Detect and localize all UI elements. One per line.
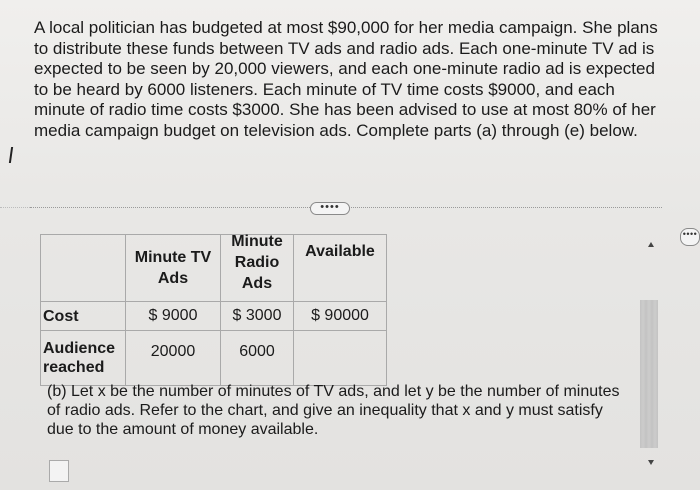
row-label-audience: Audience reached [41,331,126,386]
table-header-row [41,235,387,302]
cursor-marker [9,147,13,163]
side-more-button[interactable] [680,228,700,246]
table-header-available: Available [294,235,387,302]
audience-tv-cell: 20000 [126,331,221,386]
cost-tv-cell: $ 9000 [126,302,221,331]
table-header-tv: Minute TV Ads [126,235,221,302]
scroll-down-arrow-icon[interactable] [648,460,654,465]
table-header-empty [41,235,126,302]
row-label-cost: Cost [41,302,126,331]
audience-available-cell [294,331,387,386]
more-dots-icon: •••• [320,201,340,213]
scroll-up-arrow-icon[interactable] [648,242,654,247]
data-table [40,234,387,386]
section-divider-left [0,207,30,208]
scrollbar-thumb[interactable] [640,300,658,448]
audience-radio-cell: 6000 [221,331,294,386]
table-header-radio-label: Minute Radio Ads [231,232,283,292]
part-b-question: (b) Let x be the number of minutes of TV ads, and let y be the number of minutes of radio ads. Refer to the chart, and give an inequality that x and y must satisfy due to the amount of money available. [47,383,620,438]
table-row [41,331,387,386]
problem-statement: A local politician has budgeted at most $90,000 for her media campaign. She plans to distribute these funds between TV ads and radio ads. Each one-minute TV ad is expected to be seen by 20,000 viewers, and each one-minute radio ad is expected to be heard by 6000 listeners. Each minute of TV time costs $9000, and each minute of radio time costs $3000. She has been advised to use at most 80% of her media campaign budget on television ads. Complete parts (a) through (e) below. [34,18,658,140]
more-dots-icon: •••• [682,229,698,239]
cost-radio-cell: $ 3000 [221,302,294,331]
table-row [41,302,387,331]
cost-available-cell: $ 90000 [294,302,387,331]
table-header-radio [221,232,294,302]
answer-input[interactable] [49,460,69,482]
expand-more-button[interactable] [310,202,350,215]
